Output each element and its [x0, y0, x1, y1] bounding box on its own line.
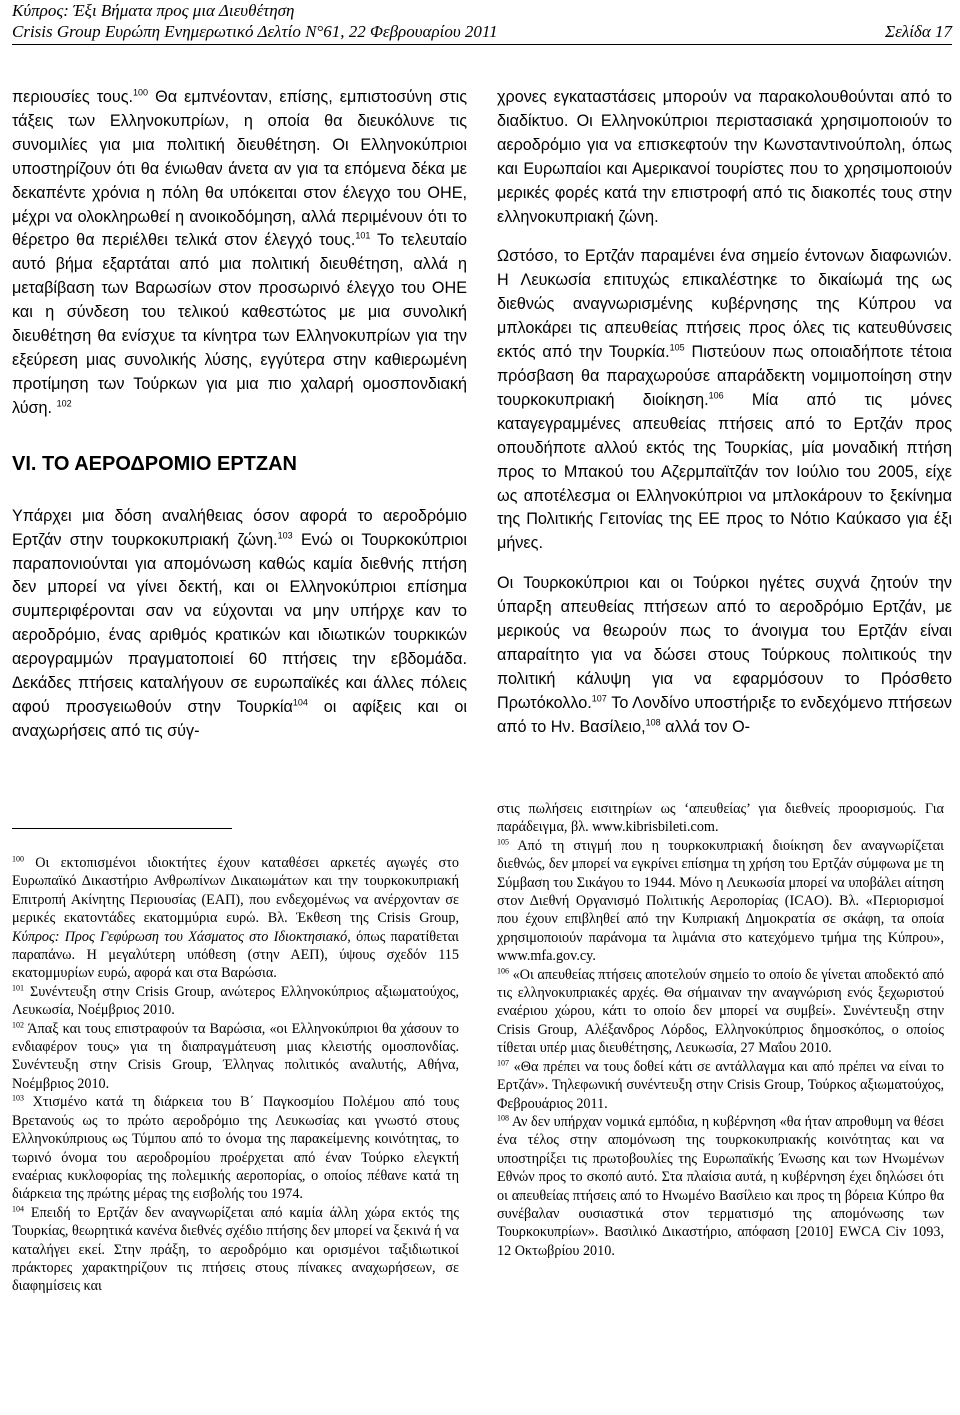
footnote: $^{101}$ Συνέντευξη στην Crisis Group, ανώτερος Ελληνοκύπριος αξιωματούχος, Λευκωσία, Νοέμβριος 2010.	[12, 983, 459, 1019]
footnote-ref[interactable]: 108	[645, 717, 661, 728]
footnote-number: 107	[497, 1057, 509, 1067]
footnote: $^{103}$ Χτισμένο κατά τη διάρκεια του Β΄ Παγκοσμίου Πολέμου από τους Βρετανούς ως το πρώτο αεροδρόμιο της Λευκωσίας και γνωστό στους Ελληνοκύπριους ως Τύμπου από το όνομα της παρακείμενης κοινότητας, το τωρινό όνομα του αεροδρομίου προέρχεται από έναν Τούρκο ελεγκτή εναέριας κυκλοφορίας της πολεμικής αεροπορίας, ο οποίος πέθανε κατά τη διάρκεια της πρώτης μέρας της εισβολής του 1974.	[12, 1093, 459, 1203]
left-column	[12, 86, 467, 744]
footnote-ref[interactable]: 103	[277, 530, 293, 541]
footnote: $^{107}$ «Θα πρέπει να τους δοθεί κάτι σε αντάλλαγμα και από πρέπει να είναι το Ερτζάν». Τηλεφωνική συνέντευξη στην Crisis Group, Τούρκος αξιωματούχος, Φεβρουάριος 2011.	[497, 1057, 944, 1112]
footnotes-left	[12, 854, 459, 1296]
footnote-number: 106	[497, 965, 509, 975]
footnote-divider	[12, 828, 232, 829]
running-header	[12, 0, 952, 42]
footnote-ref[interactable]: 105	[669, 342, 685, 353]
footnote: $^{100}$ Οι εκτοπισμένοι ιδιοκτήτες έχουν καταθέσει αρκετές αγωγές στο Ευρωπαϊκό Δικαστήριο Ανθρωπίνων Δικαιωμάτων και την τουρκοκυπριακή Επιτροπή Ακίνητης Περιουσίας (ΕΑΠ), που ενδεχομένως να ανέρχονταν σε μερικές εκατοντάδες εκατομμύρια ευρώ. Βλ. Έκθεση της Crisis Group, Κύπρος: Προς Γεφύρωση του Χάσματος στο Ιδιοκτησιακό, όπως παρατίθεται παραπάνω. Η μεγαλύτερη υπόθεση (στην ΑΕΠ), ύψους σχεδόν 115 εκατομμυρίων ευρώ, αφορά και στα Βαρώσια.	[12, 854, 459, 982]
body-paragraph: Υπάρχει μια δόση αναλήθειας όσον αφορά το αεροδρόμιο Ερτζάν στην τουρκοκυπριακή ζώνη.$^{103}$ Ενώ οι Τουρκοκύπριοι παραπονιούνται για απομόνωση καθώς καμία διεθνής πτήση δεν μπορεί να γίνει δεκτή, και οι Ελληνοκύπριοι επίσημα συμπεριφέρονται σαν να εύχονται να μην υπήρχε καν το αεροδρόμιο, ένας αριθμός κρατικών και ιδιωτικών τουρκικών αερογραμμών πραγματοποιεί 60 πτήσεις την εβδομάδα. Δεκάδες πτήσεις καταλήγουν σε ευρωπαϊκές και άλλες πόλεις αφού προσγειωθούν στην Τουρκία$^{104}$ οι αφίξεις και οι αναχωρήσεις από τις σύγ-	[12, 506, 467, 740]
right-column	[497, 86, 952, 740]
footnote-number: 102	[12, 1019, 24, 1029]
header-subtitle: Crisis Group Ευρώπη Ενημερωτικό Δελτίο N°61, 22 Φεβρουαρίου 2011	[12, 22, 498, 41]
footnote-ref[interactable]: 102	[56, 398, 72, 409]
footnote-number: 105	[497, 837, 509, 847]
body-paragraph: χρονες εγκαταστάσεις μπορούν να παρακολουθούνται από το διαδίκτυο. Οι Ελληνοκύπριοι περιστασιακά χρησιμοποιούν το αεροδρόμιο για να επισκεφτούν την Κωνσταντινούπολη, όπως και Ευρωπαίοι και Αμερικανοί τουρίστες που το χρησιμοποιούν μερικές φορές κατά την επιστροφή από τις διακοπές τους στην ελληνοκυπριακή ζώνη.	[497, 88, 952, 226]
footnote-continuation: στις πωλήσεις εισιτηρίων ως ‘απευθείας’ για διεθνείς προορισμούς. Για παράδειγμα, βλ. www.kibrisbileti.com.	[497, 801, 944, 836]
body-paragraph: Ωστόσο, το Ερτζάν παραμένει ένα σημείο έντονων διαφωνιών. Η Λευκωσία επιτυχώς επικαλέστηκε το δικαίωμά της ως διεθνώς αναγνωρισμένης κυβέρνησης της Κύπρου να μπλοκάρει τις απευθείας πτήσεις προς όλες τις κατευθύνσεις εκτός από την Τουρκία.$^{105}$ Πιστεύουν πως οποιαδήποτε τέτοια πρόσβαση θα παραχωρούσε απαράδεκτη νομιμοποίηση στην τουρκοκυπριακή διοίκηση.$^{106}$ Μία από τις μόνες καταγεγραμμένες απευθείας πτήσεις από το Ερτζάν προς οπουδήποτε αλλού εκτός της Τουρκίας, μία μοναδική πτήση προς το Μπακού του Αζερμπαϊτζάν τον Ιούλιο του 2005, είχε ως αποτέλεσμα οι Ελληνοκύπριοι να μπλοκάρουν το ξεκίνημα της Πολιτικής Γειτονίας της ΕΕ προς το Νότιο Καύκασο για έξι μήνες.	[497, 247, 952, 553]
header-divider	[12, 44, 952, 45]
footnote-number: 101	[12, 983, 24, 993]
footnote-ref[interactable]: 101	[355, 231, 371, 242]
footnote-ref[interactable]: 100	[133, 87, 149, 98]
footnote: $^{105}$ Από τη στιγμή που η τουρκοκυπριακή διοίκηση δεν αναγνωρίζεται διεθνώς, δεν μπορεί να εγκρίνει επίσημα τη χρήση του Ερτζάν σύμφωνα με τη Σύμβαση του Σικάγου το 1944. Μόνο η Λευκωσία μπορεί να υποβάλει αίτηση στον Διεθνή Οργανισμό Πολιτικής Αεροπορίας (ICAO). Βλ. «Περιορισμοί που έχουν επιβληθεί από την Κυπριακή Δημοκρατία σε σκάφη, τα οποία χρησιμοποιούν παράνομα τα λιμάνια στο κατεχόμενο τμήμα της Κύπρου», www.mfa.gov.cy.	[497, 837, 944, 965]
footnote: $^{108}$ Αν δεν υπήρχαν νομικά εμπόδια, η κυβέρνηση «θα ήταν απροθυμη να θέσει ένα τέλος στην απομόνωση της τουρκοκυπριακής κοινότητας και να υποστηρίξει τις πρωτοβουλίες της Ευρωπαϊκής Ένωσης και των Ηνωμένων Εθνών προς το σκοπό αυτό. Στα πλαίσια αυτά, η κυβέρνηση έχει δηλώσει ότι οι απευθείας πτήσεις από το Ηνωμένο Βασίλειο και προς τη βόρεια Κύπρο θα συνέβαλαν ουσιαστικά στον τερματισμό της απομόνωσης των Τουρκοκυπρίων». Βασιλικό Δικαστήριο, απόφαση [2010] EWCA Civ 1093, 12 Οκτωβρίου 2010.	[497, 1113, 944, 1259]
section-heading: VI. ΤΟ ΑΕΡΟΔΡΟΜΙΟ ΕΡΤΖΑΝ	[12, 452, 297, 475]
footnote: $^{104}$ Επειδή το Ερτζάν δεν αναγνωρίζεται από καμία άλλη χώρα εκτός της Τουρκίας, θεωρητικά κανένα διεθνές σχέδιο πτήσης δεν μπορεί να ξεκινά ή να καταλήγει εκεί. Στην πράξη, το αεροδρόμιο και ορισμένοι ταξιδιωτικοί πράκτορες χαρακτηρίζουν τις πτήσεις στους πίνακες αναχωρήσεων, σε διαφημίσεις και	[12, 1203, 459, 1295]
footnote-ref[interactable]: 107	[591, 693, 607, 704]
footnote: $^{102}$ Άπαξ και τους επιστραφούν τα Βαρώσια, «οι Ελληνοκύπριοι θα χάσουν το ενδιαφέρον τους» για τη διαπραγμάτευση μιας κλειστής ομοσπονδίας. Συνέντευξη στην Crisis Group, Έλληνας πολιτικός αναλυτής, Αθήνα, Νοέμβριος 2010.	[12, 1019, 459, 1092]
footnote: $^{106}$ «Οι απευθείας πτήσεις αποτελούν σημείο το οποίο δε γίνεται αποδεκτό από τις ελληνοκυπριακές αρχές. Θα σήμαιναν την αναγνώριση ενός ξεχωριστού εναέριου χώρου, κάτι το οποίο δεν μπορεί να συμβεί». Συνέντευξη στην Crisis Group, Αλέξανδρος Λόρδος, Ελληνοκύπριος δημοσκόπος, ο οποίος τίθεται υπέρ μιας διευθέτησης, Λευκωσία, 27 Μαΐου 2010.	[497, 965, 944, 1057]
header-title: Κύπρος: Έξι Βήματα προς μια Διευθέτηση	[12, 1, 295, 20]
footnote-number: 103	[12, 1093, 24, 1103]
footnotes-right	[497, 800, 944, 1260]
body-paragraph: Οι Τουρκοκύπριοι και οι Τούρκοι ηγέτες συχνά ζητούν την ύπαρξη απευθείας πτήσεων από το αεροδρόμιο Ερτζάν, με μερικούς να θεωρούν πως το άνοιγμα του Ερτζάν είναι απαραίτητο για να δώσει στους Τούρκους πολιτικούς την πολιτική κάλυψη για να εφαρμόσουν το Πρόσθετο Πρωτόκολλο.$^{107}$ Το Λονδίνο υποστήριξε το ενδεχόμενο πτήσεων από το Ην. Βασίλειο,$^{108}$ αλλά τον Ο-	[497, 574, 952, 736]
footnote-ref[interactable]: 106	[708, 390, 724, 401]
footnote-number: 104	[12, 1203, 24, 1213]
footnote-ref[interactable]: 104	[292, 697, 308, 708]
footnote-number: 108	[497, 1113, 509, 1123]
body-paragraph: περιουσίες τους.$^{100}$ Θα εμπνέονταν, επίσης, εμπιστοσύνη στις τάξεις των Ελληνοκυπρίων, η οποία θα διευκόλυνε τις συνομιλίες για μια πολιτική διευθέτηση. Οι Ελληνοκύπριοι υποστηρίζουν ότι θα ένιωθαν άνετα αν για τα επόμενα δέκα με δεκαπέντε χρόνια η πόλη θα υπόκειται στον έλεγχο του ΟΗΕ, μέχρι να ολοκληρωθεί η ανοικοδόμηση, αλλά περιμένουν ότι το θέρετρο θα περιέλθει τελικά στον έλεγχό τους.$^{101}$ Το τελευταίο αυτό βήμα εξαρτάται από μια πολιτική διευθέτηση, αλλά η μεταβίβαση των Βαρωσίων στον προσωρινό έλεγχο του ΟΗΕ και η σύνδεση του τελικού καθεστώτος με μια συνολική διευθέτηση θα ενίσχυε τα κίνητρα των Ελληνοκυπρίων για την εξεύρεση μιας συνολικής λύσης, εγγύτερα στην καθιερωμένη προτίμηση των Τούρκων για μια πιο χαλαρή ομοσπονδιακή λύση. $^{102}$	[12, 87, 467, 417]
page-number: Σελίδα 17	[885, 22, 952, 41]
header-subtitle-row	[12, 21, 952, 42]
footnote-number: 100	[12, 854, 24, 864]
